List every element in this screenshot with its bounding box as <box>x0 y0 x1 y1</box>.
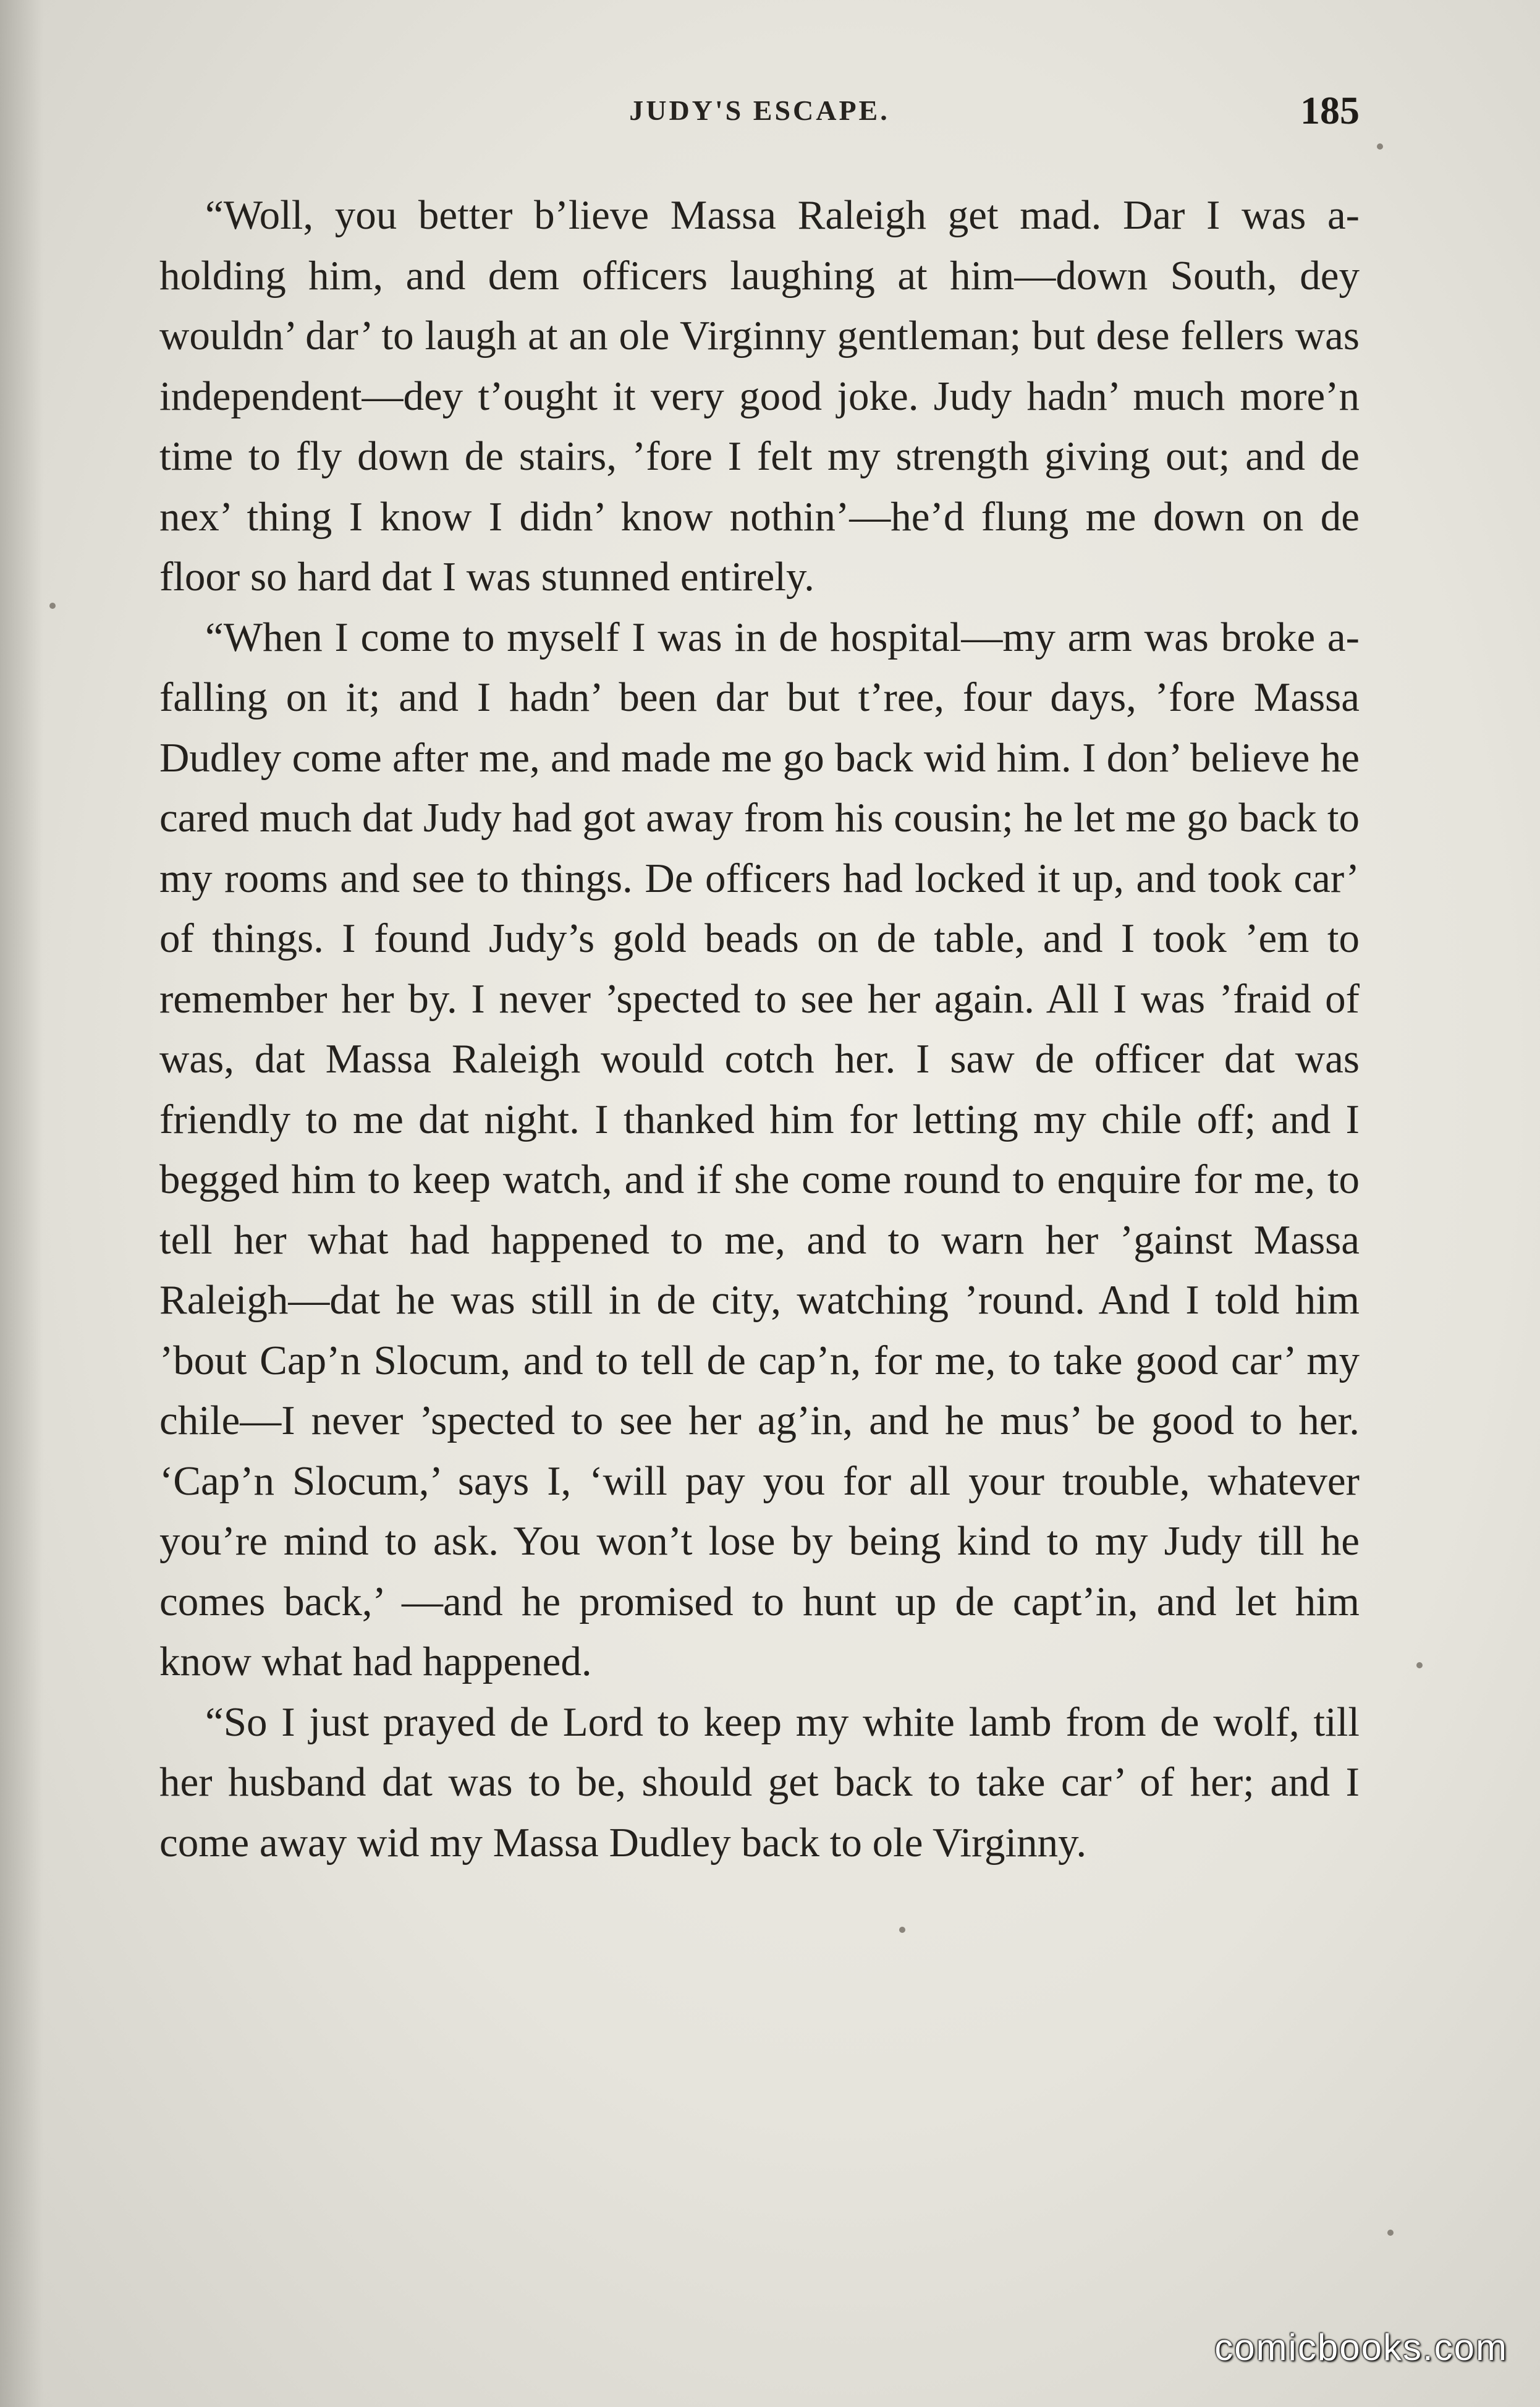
page-edge-shadow <box>0 0 43 2407</box>
paper-speck <box>1387 2230 1394 2236</box>
watermark: comicbooks.com <box>1214 2327 1508 2368</box>
page-number: 185 <box>1300 88 1360 132</box>
paper-speck <box>49 603 56 609</box>
paragraph-3: “So I just prayed de Lord to keep my white lamb from de wolf, till her husband dat was to be, should get back to take car’ of her; and I come away wid my Massa Dudley back to ole Virginny. <box>159 1699 1360 1866</box>
body-text <box>159 185 1360 1873</box>
paper-speck <box>899 1927 905 1933</box>
page-header <box>159 88 1360 137</box>
paper-speck <box>1416 1662 1423 1668</box>
paper-speck <box>1377 143 1383 150</box>
running-head: JUDY'S ESCAPE. <box>629 95 890 126</box>
paragraph-1: “Woll, you better b’lieve Massa Raleigh get mad. Dar I was a-holding him, and dem officers laughing at him—down South, dey wouldn’ dar’ to laugh at an ole Virginny gentleman; but dese fellers was independent—dey t’ought it very good joke. Judy hadn’ much more’n time to fly down de stairs, ’fore I felt my strength giving out; and de nex’ thing I know I didn’ know nothin’—he’d flung me down on de floor so hard dat I was stunned entirely. <box>159 192 1360 600</box>
paragraph-2: “When I come to myself I was in de hospital—my arm was broke a-falling on it; and I hadn’ been dar but t’ree, four days, ’fore Massa Dudley come after me, and made me go back wid him. I don’ believe he cared much dat Judy had got away from his cousin; he let me go back to my rooms and see to things. De officers had locked it up, and took car’ of things. I found Judy’s gold beads on de table, and I took ’em to remember her by. I never ’spected to see her again. All I was ’fraid of was, dat Massa Raleigh would cotch her. I saw de officer dat was friendly to me dat night. I thanked him for letting my chile off; and I begged him to keep watch, and if she come round to enquire for me, to tell her what had happened to me, and to warn her ’gainst Massa Raleigh—dat he was still in de city, watching ’round. And I told him ’bout Cap’n Slocum, and to tell de cap’n, for me, to take good car’ my chile—I never ’spected to see her ag’in, and he mus’ be good to her. ‘Cap’n Slocum,’ says I, ‘will pay you for all your trouble, whatever you’re mind to ask. You won’t lose by being kind to my Judy till he comes back,’ —and he promised to hunt up de capt’in, and let him know what had happened. <box>159 614 1360 1684</box>
